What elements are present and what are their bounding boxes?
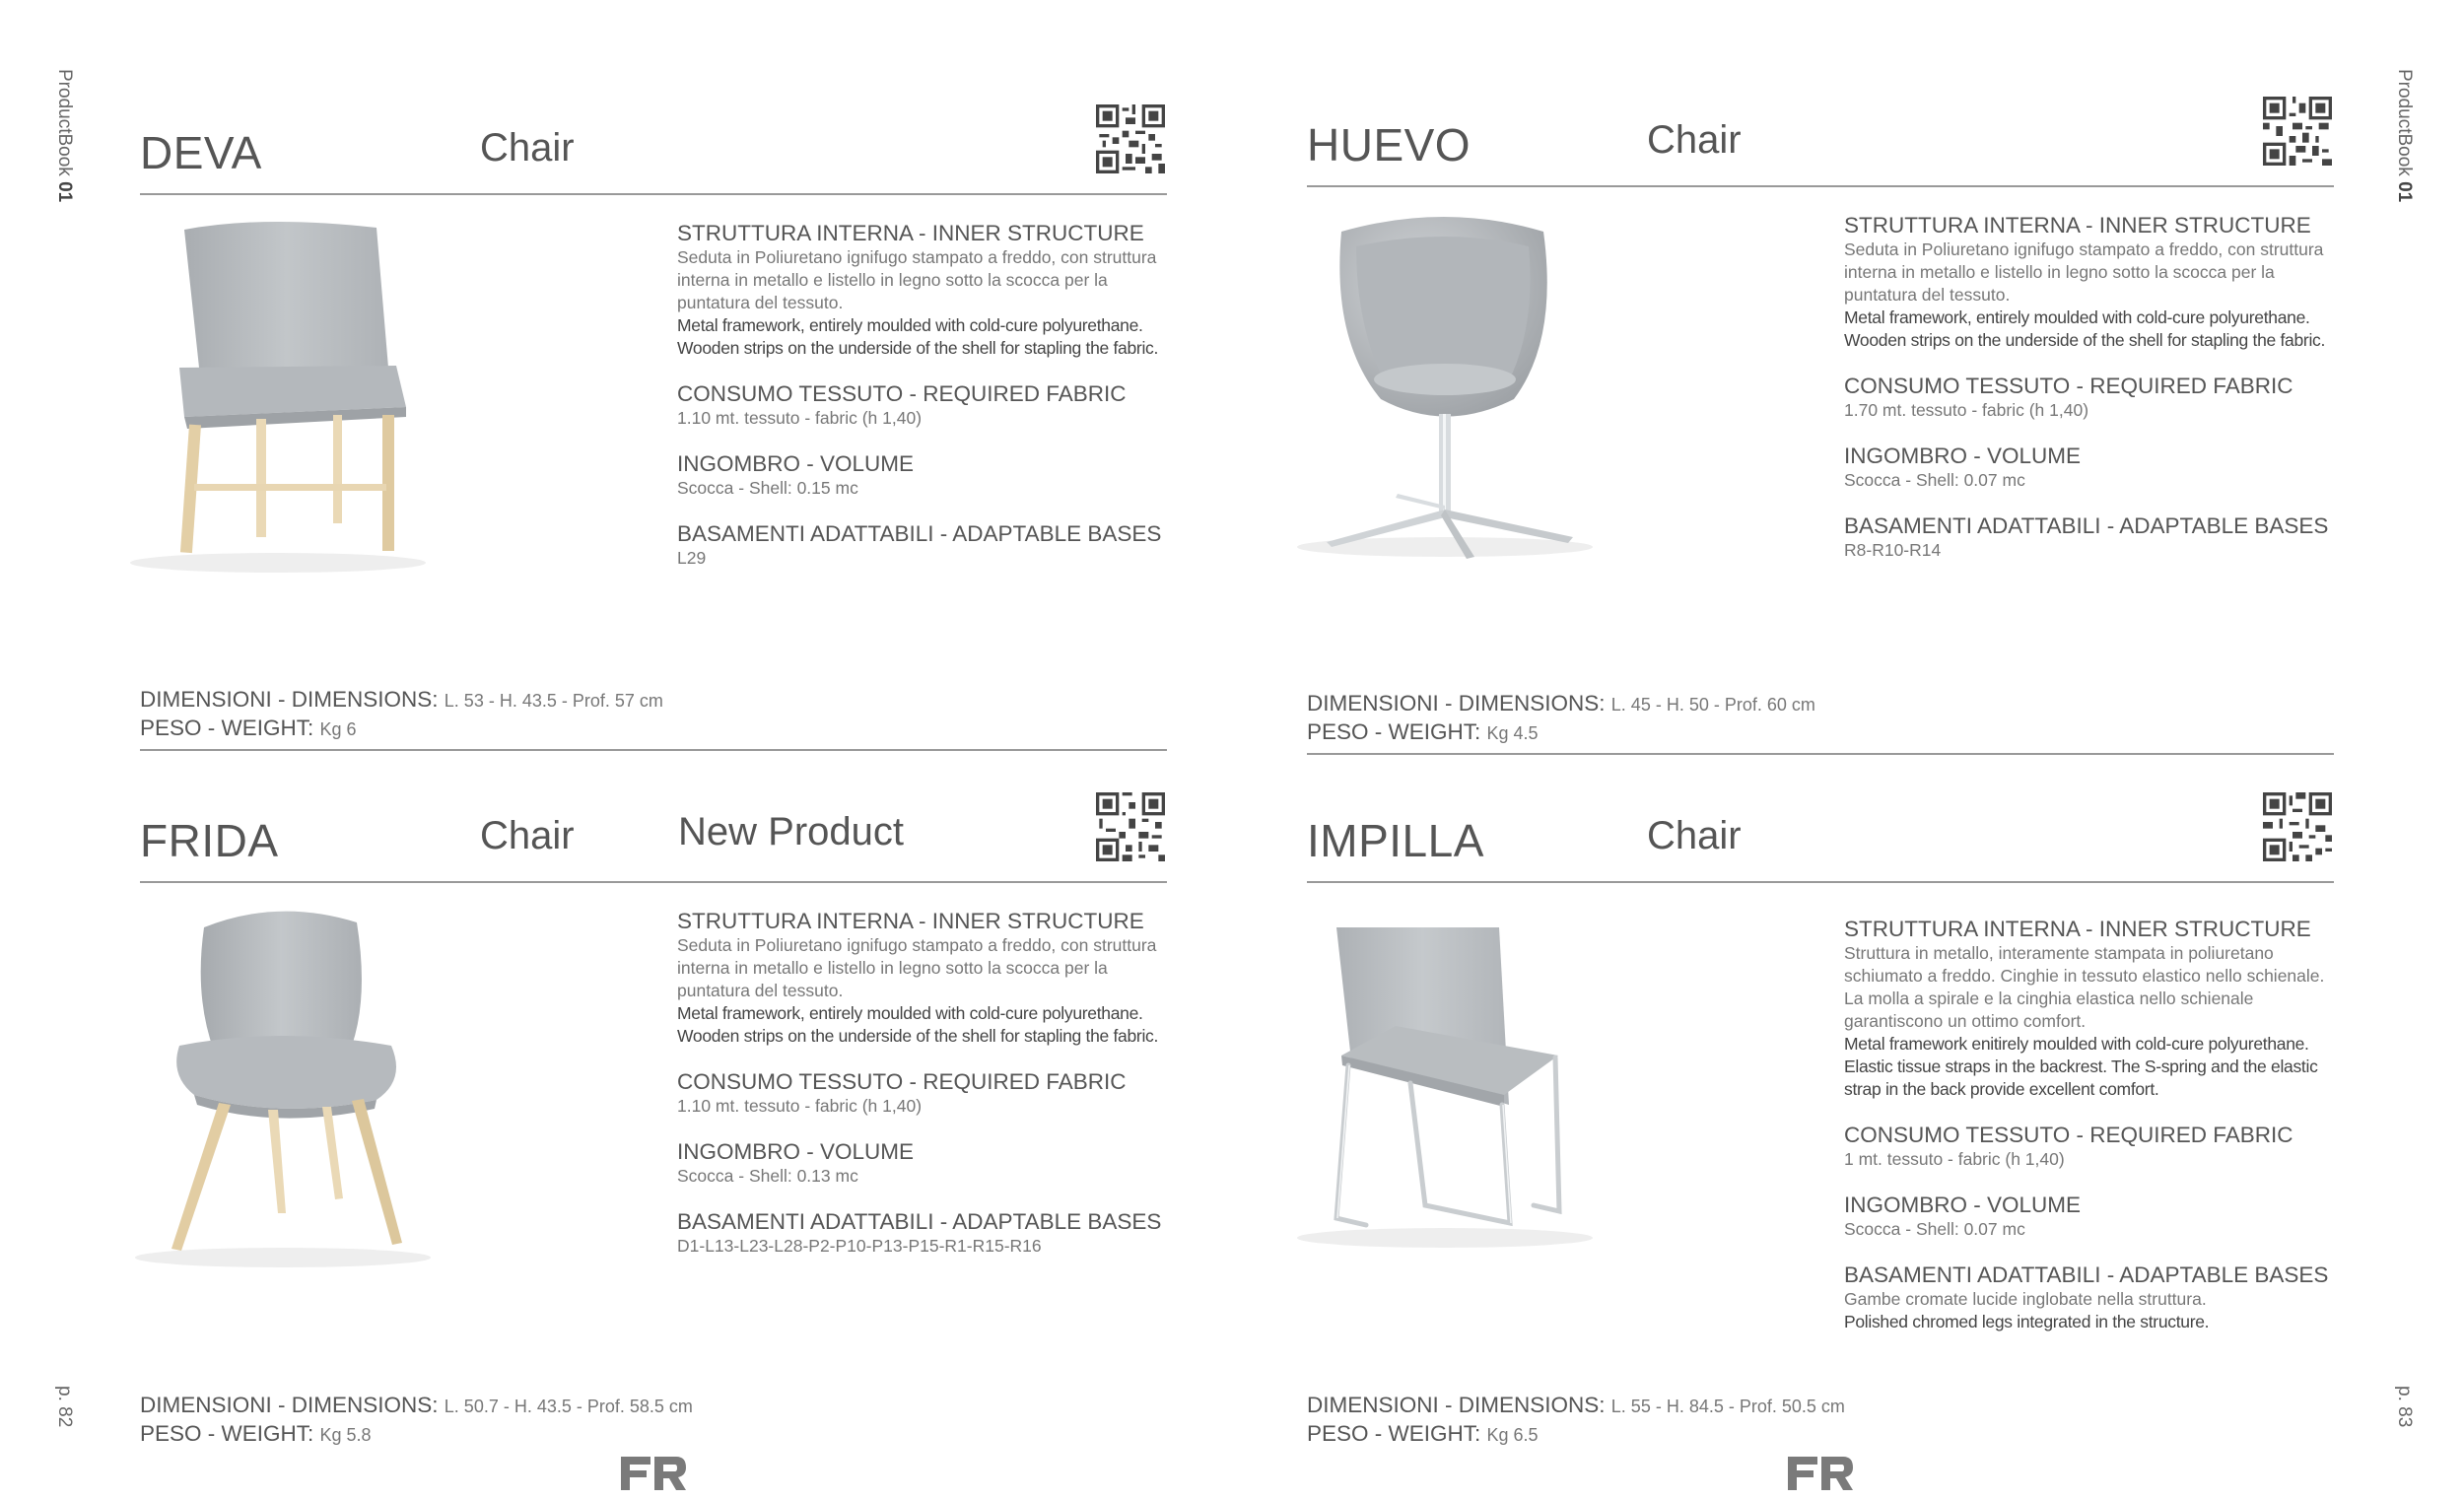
product-type: Chair — [1647, 118, 1742, 162]
spec-text-en: Polished chromed legs integrated in the structure. — [1844, 1312, 2210, 1331]
weight-line — [1307, 1420, 2334, 1449]
spec-list — [1844, 213, 2337, 583]
spec-text-en: Metal framework, entirely moulded with cold-cure polyurethane. Wooden strips on the underside of the shell for stapling the fabric. — [677, 1003, 1159, 1046]
dimensions-block — [140, 686, 1167, 751]
spec-fabric — [677, 381, 1170, 430]
spec-heading: BASAMENTI ADATTABILI - ADAPTABLE BASES — [677, 521, 1162, 546]
weight-label: PESO - WEIGHT: — [140, 716, 314, 740]
spec-heading: STRUTTURA INTERNA - INNER STRUCTURE — [1844, 213, 2311, 238]
new-product-badge: New Product — [678, 810, 904, 853]
dimensions-value: L. 55 - H. 84.5 - Prof. 50.5 cm — [1610, 1397, 1845, 1416]
product-title: DEVA — [140, 127, 262, 178]
spec-text-en: Metal framework enitirely moulded with cold-cure polyurethane. Elastic tissue straps in the backrest. The S-spring and the elastic strap in the back provide excellent comfort. — [1844, 1034, 2318, 1099]
spec-heading: INGOMBRO - VOLUME — [677, 451, 915, 476]
product-photo — [1277, 202, 1612, 577]
dimensions-value: L. 50.7 - H. 43.5 - Prof. 58.5 cm — [444, 1397, 693, 1416]
product-photo — [110, 210, 445, 584]
dimensions-line — [140, 686, 1167, 715]
product-type: Chair — [480, 126, 575, 170]
weight-label: PESO - WEIGHT: — [1307, 719, 1481, 744]
weight-line — [1307, 718, 2334, 747]
spec-heading: CONSUMO TESSUTO - REQUIRED FABRIC — [677, 381, 1127, 406]
dimensions-label: DIMENSIONI - DIMENSIONS: — [1307, 691, 1606, 716]
spec-volume — [1844, 443, 2337, 492]
spec-fabric — [677, 1069, 1170, 1118]
weight-line — [140, 715, 1167, 743]
spec-heading: BASAMENTI ADATTABILI - ADAPTABLE BASES — [1844, 513, 2329, 538]
top-divider — [1307, 881, 2334, 883]
product-title: HUEVO — [1307, 119, 1472, 170]
spec-text-it: Seduta in Poliuretano ignifugo stampato a freddo, con struttura interna in metallo e listello in legno sotto la scocca per la puntatura del tessuto. — [677, 247, 1157, 312]
spec-structure — [1844, 213, 2337, 352]
top-divider — [140, 193, 1167, 195]
spec-list — [1844, 917, 2337, 1355]
product-photo — [110, 898, 445, 1272]
volume-label: 01 — [54, 181, 75, 203]
spec-text: Scocca - Shell: 0.07 mc — [1844, 470, 2025, 490]
spec-heading: STRUTTURA INTERNA - INNER STRUCTURE — [677, 909, 1144, 933]
spec-list — [677, 221, 1170, 591]
product-huevo — [1307, 79, 2332, 749]
weight-value: Kg 6 — [319, 719, 357, 739]
spec-heading: STRUTTURA INTERNA - INNER STRUCTURE — [1844, 917, 2311, 941]
spec-heading: INGOMBRO - VOLUME — [677, 1139, 915, 1164]
spec-fabric — [1844, 1123, 2337, 1171]
brand-label: ProductBook — [54, 69, 75, 176]
brand-logo-icon — [621, 1457, 686, 1490]
top-divider — [140, 881, 1167, 883]
spec-volume — [1844, 1193, 2337, 1241]
qr-code-icon[interactable] — [2263, 97, 2332, 166]
volume-label: 01 — [2394, 181, 2415, 203]
product-type: Chair — [1647, 814, 1742, 857]
dimensions-label: DIMENSIONI - DIMENSIONS: — [1307, 1393, 1606, 1417]
spec-text-en: Metal framework, entirely moulded with cold-cure polyurethane. Wooden strips on the underside of the shell for stapling the fabric. — [677, 315, 1159, 358]
page-number-left: p. 82 — [54, 1386, 75, 1428]
dimensions-block — [140, 1392, 1167, 1449]
brand-logo-icon — [1788, 1457, 1853, 1490]
spec-heading: STRUTTURA INTERNA - INNER STRUCTURE — [677, 221, 1144, 245]
qr-code-icon[interactable] — [2263, 792, 2332, 861]
weight-value: Kg 6.5 — [1486, 1425, 1539, 1445]
product-title: IMPILLA — [1307, 815, 1484, 866]
dimensions-block — [1307, 690, 2334, 755]
bottom-divider — [140, 749, 1167, 751]
spec-text: D1-L13-L23-L28-P2-P10-P13-P15-R1-R15-R16 — [677, 1236, 1042, 1256]
spec-heading: INGOMBRO - VOLUME — [1844, 1193, 2082, 1217]
weight-value: Kg 5.8 — [319, 1425, 372, 1445]
spec-heading: BASAMENTI ADATTABILI - ADAPTABLE BASES — [1844, 1262, 2329, 1287]
weight-label: PESO - WEIGHT: — [140, 1421, 314, 1446]
product-photo — [1277, 898, 1612, 1272]
spec-heading: CONSUMO TESSUTO - REQUIRED FABRIC — [677, 1069, 1127, 1094]
dimensions-value: L. 53 - H. 43.5 - Prof. 57 cm — [444, 691, 663, 711]
qr-code-icon[interactable] — [1096, 792, 1165, 861]
spec-text: L29 — [677, 548, 707, 568]
product-type: Chair — [480, 814, 575, 857]
weight-value: Kg 4.5 — [1486, 723, 1539, 743]
dimensions-label: DIMENSIONI - DIMENSIONS: — [140, 687, 439, 712]
dimensions-line — [1307, 1392, 2334, 1420]
spec-heading: CONSUMO TESSUTO - REQUIRED FABRIC — [1844, 374, 2293, 398]
dimensions-line — [1307, 690, 2334, 718]
spec-fabric — [1844, 374, 2337, 422]
side-label-right — [2393, 69, 2415, 202]
dimensions-value: L. 45 - H. 50 - Prof. 60 cm — [1610, 695, 1815, 715]
spec-text: 1.10 mt. tessuto - fabric (h 1,40) — [677, 408, 923, 428]
dimensions-line — [140, 1392, 1167, 1420]
spec-volume — [677, 1139, 1170, 1188]
spec-structure — [677, 221, 1170, 360]
spec-text: R8-R10-R14 — [1844, 540, 1942, 560]
dimensions-block — [1307, 1392, 2334, 1449]
spec-list — [677, 909, 1170, 1279]
weight-line — [140, 1420, 1167, 1449]
spec-text: Scocca - Shell: 0.07 mc — [1844, 1219, 2025, 1239]
spec-volume — [677, 451, 1170, 500]
spec-text: Scocca - Shell: 0.13 mc — [677, 1166, 858, 1186]
qr-code-icon[interactable] — [1096, 104, 1165, 173]
spec-heading: CONSUMO TESSUTO - REQUIRED FABRIC — [1844, 1123, 2293, 1147]
spec-text-it: Gambe cromate lucide inglobate nella struttura. — [1844, 1289, 2207, 1309]
spec-text: 1 mt. tessuto - fabric (h 1,40) — [1844, 1149, 2065, 1169]
spec-text: Scocca - Shell: 0.15 mc — [677, 478, 858, 498]
dimensions-label: DIMENSIONI - DIMENSIONS: — [140, 1393, 439, 1417]
spec-bases — [1844, 1262, 2337, 1333]
spec-structure — [1844, 917, 2337, 1101]
brand-label: ProductBook — [2394, 69, 2415, 176]
spec-heading: BASAMENTI ADATTABILI - ADAPTABLE BASES — [677, 1209, 1162, 1234]
product-title: FRIDA — [140, 815, 279, 866]
top-divider — [1307, 185, 2334, 187]
spec-bases — [677, 521, 1170, 570]
product-frida — [140, 775, 1165, 1445]
product-impilla — [1307, 775, 2332, 1445]
side-label-left — [53, 69, 75, 202]
weight-label: PESO - WEIGHT: — [1307, 1421, 1481, 1446]
page-number-right: p. 83 — [2394, 1386, 2415, 1428]
spec-text-it: Seduta in Poliuretano ignifugo stampato a freddo, con struttura interna in metallo e listello in legno sotto la scocca per la puntatura del tessuto. — [677, 935, 1157, 1000]
spec-bases — [677, 1209, 1170, 1258]
product-deva — [140, 87, 1165, 757]
spec-text-it: Struttura in metallo, interamente stampata in poliuretano schiumato a freddo. Cinghie in tessuto elastico nello schienale. La molla a spirale e la cinghia elastica nello schienale garantiscono un ottimo comfort. — [1844, 943, 2325, 1031]
spec-text-en: Metal framework, entirely moulded with cold-cure polyurethane. Wooden strips on the underside of the shell for stapling the fabric. — [1844, 307, 2326, 350]
spec-text: 1.70 mt. tessuto - fabric (h 1,40) — [1844, 400, 2089, 420]
spec-structure — [677, 909, 1170, 1048]
spec-bases — [1844, 513, 2337, 562]
bottom-divider — [1307, 753, 2334, 755]
spec-text-it: Seduta in Poliuretano ignifugo stampato a freddo, con struttura interna in metallo e listello in legno sotto la scocca per la puntatura del tessuto. — [1844, 239, 2324, 305]
spec-heading: INGOMBRO - VOLUME — [1844, 443, 2082, 468]
spec-text: 1.10 mt. tessuto - fabric (h 1,40) — [677, 1096, 923, 1116]
